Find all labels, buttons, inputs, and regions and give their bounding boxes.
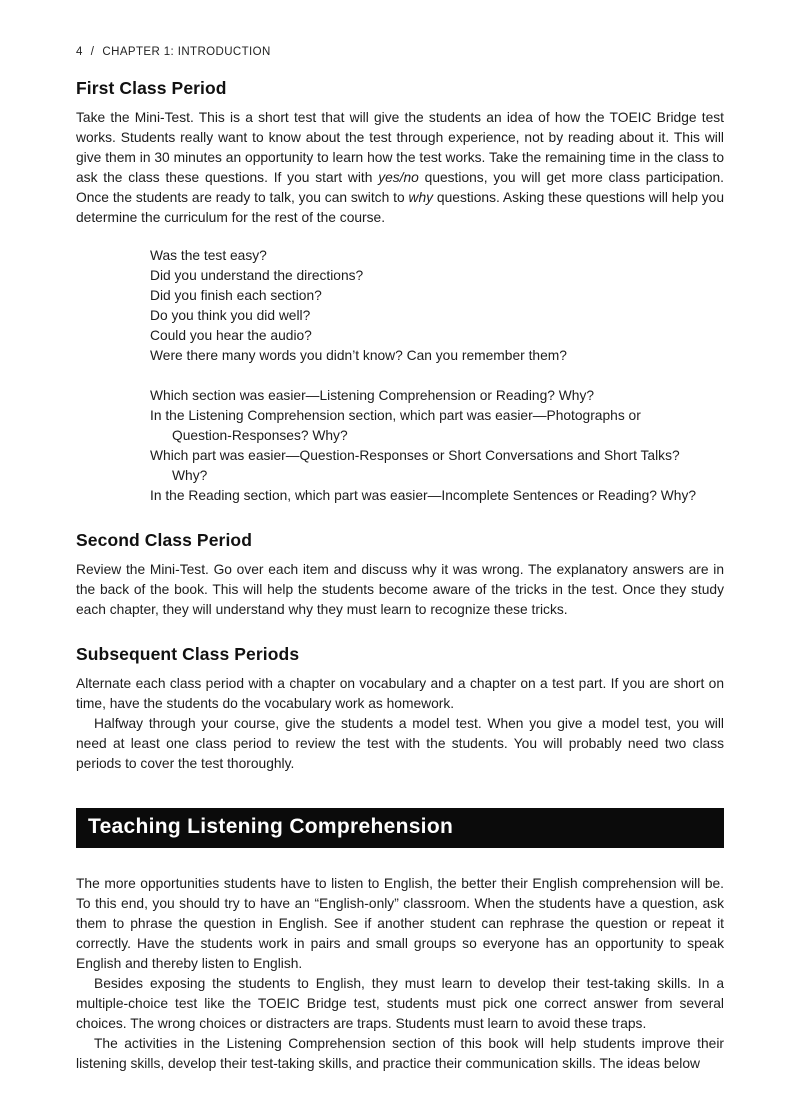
heading-first-class-period: First Class Period	[76, 78, 227, 98]
intro-segment: questions. Asking these questions will help you determine the curriculum for the rest of the course.	[76, 190, 724, 225]
question-item: In the Reading section, which part was easier—Incomplete Sentences or Reading? Why?	[150, 488, 697, 503]
intro-segment: Take the Mini-Test. This is a short test that will give the students an idea of how the TOEIC Bridge test works. Students really want to know about the test through experience, not by reading about it. This will give them in 30 minutes an opportunity to learn how the test works. Take the remaining time in the class to ask the class these questions. If you start with	[76, 110, 724, 185]
teaching-paragraph-1: The more opportunities students have to listen to English, the better their English comprehension will be. To this end, you should try to have an “English-only” classroom. When the students have a question, ask them to phrase the question in English. See if another student can rephrase the question or repeat it correctly. Have the students work in pairs and small groups so everyone has an opportunity to speak English and thereby listen to English.	[76, 876, 724, 971]
second-class-paragraph: Review the Mini-Test. Go over each item and discuss why it was wrong. The explanatory answers are in the back of the book. This will help the students become aware of the tricks in the test. Once they study each chapter, they will understand why they must learn to recognize these tricks.	[76, 562, 724, 617]
question-item: Did you understand the directions?	[150, 268, 364, 283]
question-item: Which section was easier—Listening Comprehension or Reading? Why?	[150, 388, 595, 403]
heading-second-class-period: Second Class Period	[76, 530, 252, 550]
question-item: Was the test easy?	[150, 248, 267, 263]
subsequent-paragraph-2: Halfway through your course, give the students a model test. When you give a model test, you will need at least one class period to review the test with the students. You will probably need two class periods to cover the test thoroughly.	[76, 716, 724, 771]
chapter-title: CHAPTER 1: INTRODUCTION	[102, 46, 271, 58]
heading-subsequent-class-periods: Subsequent Class Periods	[76, 644, 300, 664]
question-item: Did you finish each section?	[150, 288, 322, 303]
question-item: In the Listening Comprehension section, which part was easier—Photographs or	[150, 408, 641, 423]
running-header	[76, 46, 724, 58]
banner-title: Teaching Listening Comprehension	[88, 815, 454, 838]
italic-term-yes-no: yes/no	[378, 170, 419, 185]
question-item-continuation: Question-Responses? Why?	[172, 428, 348, 443]
question-item-continuation: Why?	[172, 468, 208, 483]
italic-term-why: why	[408, 190, 434, 205]
banner-teaching-listening-comprehension	[76, 808, 724, 848]
question-item: Which part was easier—Question-Responses or Short Conversations and Short Talks?	[150, 448, 680, 463]
question-group-gap	[150, 366, 724, 386]
teaching-paragraph-2: Besides exposing the students to English, they must learn to develop their test-taking skills. In a multiple-choice test like the TOEIC Bridge test, students must pick one correct answer from several choices. The wrong choices or distracters are traps. Students must learn to avoid these traps.	[76, 976, 724, 1031]
question-item: Could you hear the audio?	[150, 328, 312, 343]
subsequent-paragraph-1: Alternate each class period with a chapter on vocabulary and a chapter on a test part. If you are short on time, have the students do the vocabulary work as homework.	[76, 676, 724, 711]
question-item: Do you think you did well?	[150, 308, 311, 323]
header-separator: /	[90, 46, 95, 58]
intro-segment: questions, you will get more class participation. Once the students are ready to talk, you can switch to	[76, 170, 724, 205]
question-list	[150, 246, 724, 506]
first-class-intro-paragraph	[76, 108, 724, 228]
page-number: 4	[76, 46, 83, 58]
question-item: Were there many words you didn’t know? Can you remember them?	[150, 348, 567, 363]
teaching-paragraph-3: The activities in the Listening Comprehension section of this book will help students improve their listening skills, develop their test-taking skills, and practice their communication skills. The ideas below	[76, 1036, 724, 1071]
